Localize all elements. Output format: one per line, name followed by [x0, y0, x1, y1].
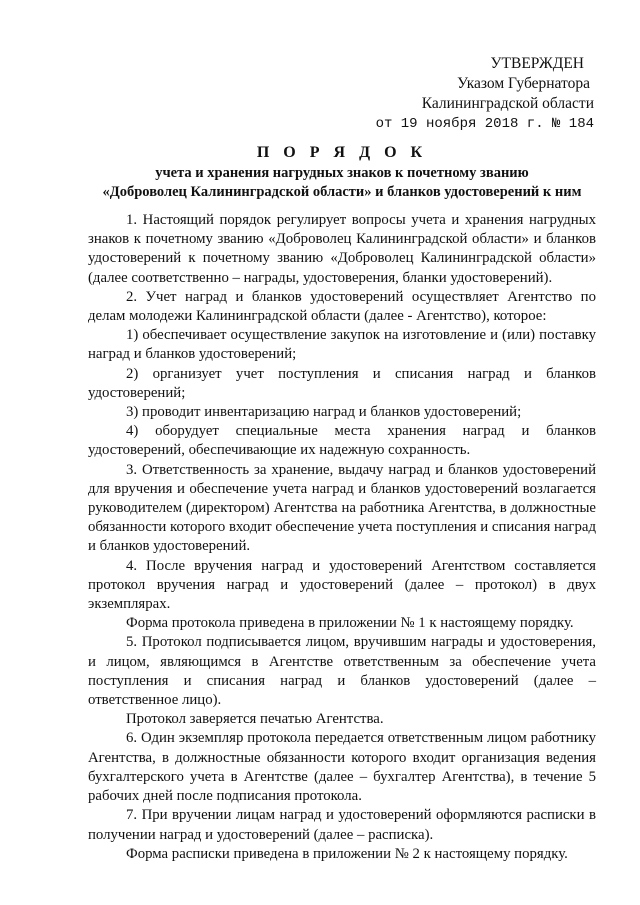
paragraph-5: 5. Протокол подписывается лицом, вручившим награды и удостоверения, и лицом, являющимся в Агентстве ответственным за обеспечение учета поступления и списания наград и бланков удостоверений (далее – ответственное лицо). [88, 634, 596, 709]
paragraph-5-seal-note: Протокол заверяется печатью Агентства. [126, 711, 384, 728]
title-subtitle-line-1: учета и хранения нагрудных знаков к почетному званию [155, 165, 529, 181]
approval-stamp [376, 54, 594, 134]
document-title [88, 142, 596, 202]
paragraph-4: 4. После вручения наград и удостоверений Агентством составляется протокол вручения наград и удостоверений (далее – протокол) в двух экземплярах. [88, 557, 596, 613]
paragraph-6: 6. Один экземпляр протокола передается ответственным лицом работнику Агентства, в должностные обязанности которого входит организация ведения бухгалтерского учета в Агентстве (далее – бухгалтер Агентства), в течение 5 рабочих дней после подписания протокола. [88, 730, 596, 805]
approval-date: от 19 ноября 2018 г. № 184 [375, 116, 594, 132]
paragraph-2-item-2: 2) организует учет поступления и списания наград и бланков удостоверений; [88, 365, 596, 401]
paragraph-3: 3. Ответственность за хранение, выдачу наград и бланков удостоверений для вручения и обеспечение учета наград и бланков удостоверений возлагается руководителем (директором) Агентства на работника Агентства, в должностные обязанности которого входит обеспечение учета поступления и списания наград и бланков удостоверений. [88, 461, 596, 555]
paragraph-7-form-note: Форма расписки приведена в приложении № 2 к настоящему порядку. [126, 845, 568, 862]
paragraph-2-item-4: 4) оборудует специальные места хранения наград и бланков удостоверений, обеспечивающие их надежную сохранность. [88, 423, 596, 459]
document-body [88, 211, 596, 864]
paragraph-2-item-1: 1) обеспечивает осуществление закупок на изготовление и (или) поставку наград и бланков удостоверений; [88, 327, 596, 363]
paragraph-1: 1. Настоящий порядок регулирует вопросы учета и хранения нагрудных знаков к почетному званию «Доброволец Калининградской области» и бланков удостоверений к почетному званию «Доброволец Калининградской области» (далее соответственно – награды, удостоверения, бланки удостоверений). [88, 212, 596, 286]
approval-status: УТВЕРЖДЕН [490, 55, 584, 72]
paragraph-4-form-note: Форма протокола приведена в приложении № 1 к настоящему порядку. [126, 615, 574, 632]
title-subtitle-line-2: «Доброволец Калининградской области» и бланков удостоверений к ним [102, 184, 582, 200]
paragraph-2: 2. Учет наград и бланков удостоверений осуществляет Агентство по делам молодежи Калининградской области (далее - Агентство), которое: [88, 288, 596, 325]
approval-decree: Указом Губернатора [457, 75, 590, 92]
approval-region: Калининградской области [421, 95, 594, 112]
paragraph-2-item-3: 3) проводит инвентаризацию наград и бланков удостоверений; [126, 404, 522, 421]
title-heading: П О Р Я Д О К [256, 144, 428, 161]
paragraph-7: 7. При вручении лицам наград и удостоверений оформляются расписки в получении наград и удостоверений (далее – расписка). [88, 807, 596, 843]
